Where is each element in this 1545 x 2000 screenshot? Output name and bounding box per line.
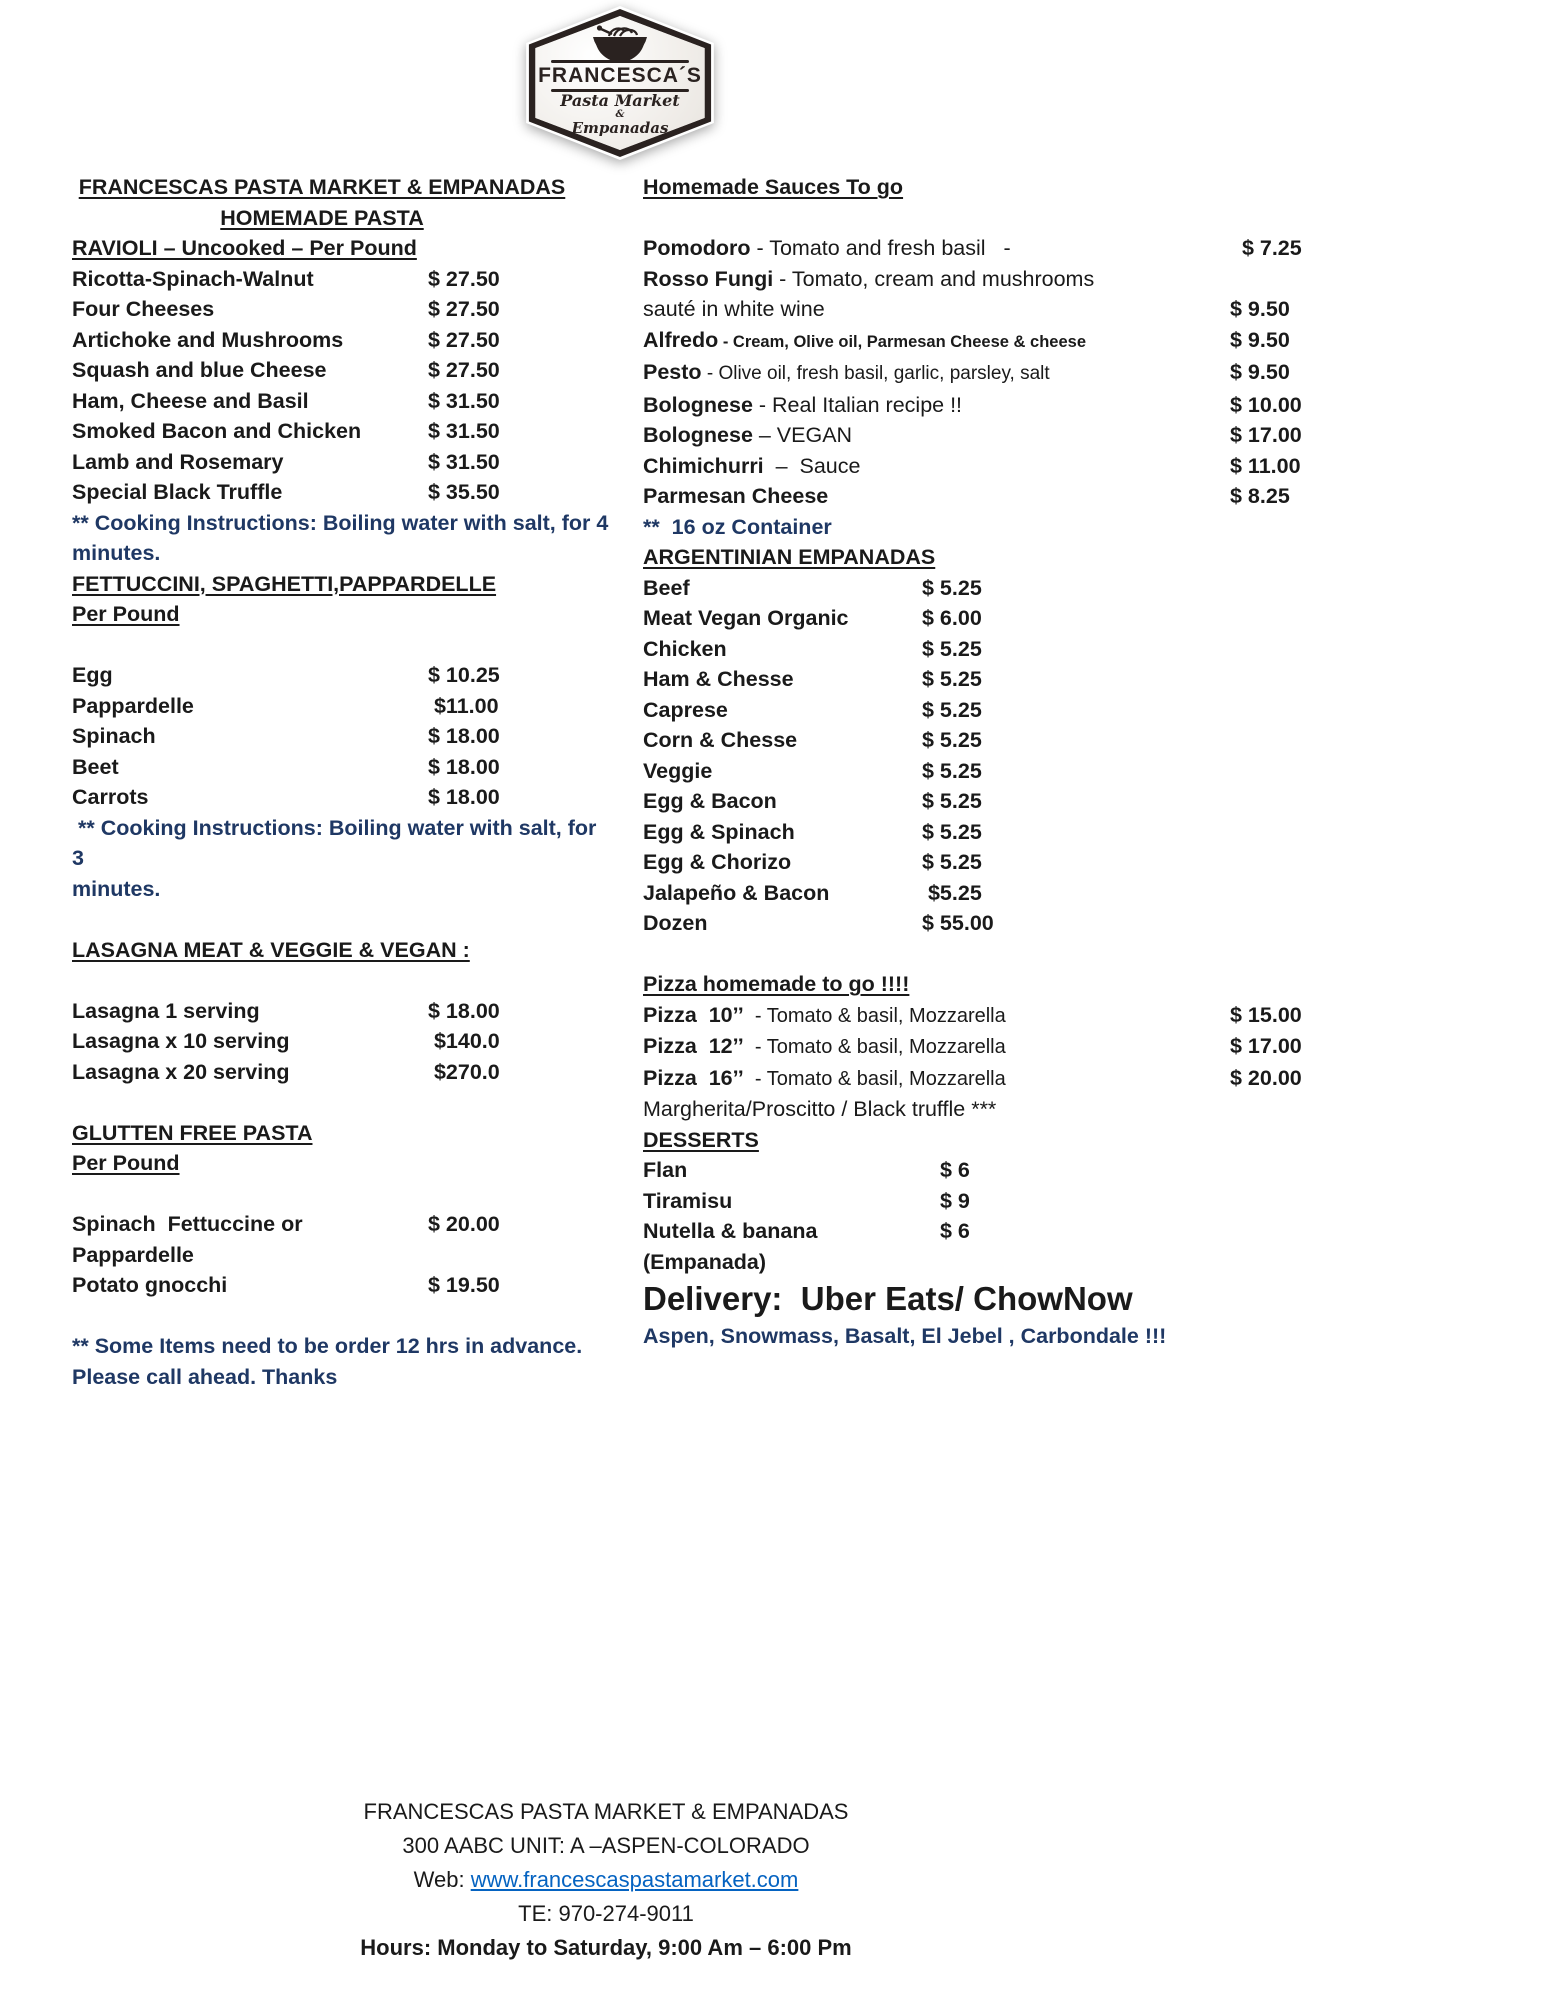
sauce-name: Pomodoro bbox=[643, 236, 751, 260]
menu-item-row bbox=[72, 996, 612, 1027]
fettuccini-items bbox=[72, 660, 612, 813]
menu-item-row bbox=[643, 756, 1345, 787]
sauces-heading: Homemade Sauces To go bbox=[643, 175, 904, 199]
item-price: $5.25 bbox=[922, 880, 982, 905]
item-name: Pappardelle bbox=[72, 693, 194, 718]
empanadas-heading: ARGENTINIAN EMPANADAS bbox=[643, 545, 936, 569]
gluten-free-perpound: Per Pound bbox=[72, 1151, 180, 1175]
item-price: $ 5.25 bbox=[922, 758, 982, 783]
item-price: $ 5.25 bbox=[922, 789, 982, 813]
item-name: Corn & Chesse bbox=[643, 728, 798, 752]
sauce-desc: - Tomato and fresh basil - bbox=[750, 236, 1011, 260]
left-column bbox=[72, 172, 612, 1392]
item-name: Special Black Truffle bbox=[72, 480, 283, 504]
item-name: Lamb and Rosemary bbox=[72, 449, 284, 474]
item-name: Potato gnocchi bbox=[72, 1273, 228, 1297]
fettuccini-perpound: Per Pound bbox=[72, 602, 180, 626]
footer-address: 300 AABC UNIT: A –ASPEN-COLORADO bbox=[402, 1833, 810, 1858]
pizza-text bbox=[643, 1000, 1230, 1032]
item-price: $ 31.50 bbox=[428, 449, 500, 474]
sauce-text bbox=[643, 357, 1230, 390]
item-name: Jalapeño & Bacon bbox=[643, 880, 830, 905]
item-price: $ 27.50 bbox=[428, 297, 500, 321]
empanada-items bbox=[643, 573, 1345, 939]
sauce-price: $ 9.50 bbox=[1230, 327, 1290, 352]
sauce-text bbox=[643, 233, 1230, 264]
ravioli-heading: RAVIOLI – Uncooked – Per Pound bbox=[72, 236, 417, 260]
ravioli-items bbox=[72, 264, 612, 508]
item-price: $ 27.50 bbox=[428, 266, 500, 291]
pizza-price: $ 17.00 bbox=[1230, 1034, 1302, 1058]
footer-hours: Hours: Monday to Saturday, 9:00 Am – 6:00 Pm bbox=[360, 1935, 852, 1960]
pizza-extra-line: Margherita/Proscitto / Black truffle *** bbox=[643, 1097, 997, 1121]
sauce-price bbox=[1230, 264, 1345, 295]
dessert-items bbox=[643, 1155, 1345, 1277]
item-price: $270.0 bbox=[428, 1059, 500, 1084]
logo-brand-name: FRANCESCA´S bbox=[538, 64, 702, 87]
sauce-price: $ 7.25 bbox=[1230, 236, 1302, 260]
item-name: Ham, Cheese and Basil bbox=[72, 388, 309, 413]
item-name: Carrots bbox=[72, 785, 149, 809]
item-name: Ricotta-Spinach-Walnut bbox=[72, 266, 314, 291]
item-price: $ 10.25 bbox=[428, 663, 500, 687]
pizza-text bbox=[643, 1063, 1230, 1095]
footer bbox=[0, 1795, 1212, 1965]
pizza-desc: - Tomato & basil, Mozzarella bbox=[743, 1067, 1006, 1090]
menu-item-row bbox=[72, 1209, 612, 1270]
item-price: $ 18.00 bbox=[428, 754, 500, 779]
item-price: $ 9 bbox=[940, 1188, 970, 1213]
desserts-heading: DESSERTS bbox=[643, 1127, 759, 1152]
item-price: $ 35.50 bbox=[428, 480, 500, 504]
item-name: Tiramisu bbox=[643, 1188, 733, 1213]
item-name: Ham & Chesse bbox=[643, 667, 794, 691]
item-price: $ 27.50 bbox=[428, 358, 500, 382]
item-price: $ 5.25 bbox=[922, 667, 982, 691]
sauce-row bbox=[643, 390, 1345, 421]
menu-item-row bbox=[643, 786, 1345, 817]
sauce-price: $ 9.50 bbox=[1230, 360, 1290, 384]
sauce-name: Alfredo bbox=[643, 327, 719, 352]
menu-item-row bbox=[72, 1057, 612, 1088]
item-price: $ 5.25 bbox=[922, 819, 982, 844]
pizza-desc: - Tomato & basil, Mozzarella bbox=[743, 1036, 1006, 1058]
advance-order-note-2: Please call ahead. Thanks bbox=[72, 1364, 338, 1389]
sauce-name: Bolognese bbox=[643, 423, 753, 447]
spacer bbox=[643, 939, 1345, 970]
item-name: Nutella & banana (Empanada) bbox=[643, 1219, 824, 1274]
item-price: $ 31.50 bbox=[428, 419, 500, 443]
item-price: $ 5.25 bbox=[922, 728, 982, 752]
sauce-row bbox=[643, 264, 1345, 295]
logo-tagline-1: Pasta Market bbox=[560, 91, 680, 110]
sauce-name: Rosso Fungi bbox=[643, 266, 774, 291]
lasagna-heading: LASAGNA MEAT & VEGGIE & VEGAN : bbox=[72, 937, 470, 962]
item-price: $ 5.25 bbox=[922, 697, 982, 722]
menu-item-row bbox=[72, 1270, 612, 1301]
menu-item-row bbox=[643, 817, 1345, 848]
pizza-price: $ 20.00 bbox=[1230, 1065, 1302, 1090]
menu-item-row bbox=[72, 294, 612, 325]
spacer bbox=[72, 1301, 612, 1332]
item-price: $140.0 bbox=[428, 1029, 500, 1053]
sauce-row bbox=[643, 325, 1345, 358]
sauce-row bbox=[643, 451, 1345, 482]
menu-item-row bbox=[643, 725, 1345, 756]
item-name: Smoked Bacon and Chicken bbox=[72, 419, 362, 443]
footer-business-name: FRANCESCAS PASTA MARKET & EMPANADAS bbox=[363, 1799, 849, 1824]
left-title: FRANCESCAS PASTA MARKET & EMPANADAS bbox=[78, 175, 566, 199]
menu-item-row bbox=[643, 634, 1345, 665]
item-name: Flan bbox=[643, 1158, 688, 1182]
menu-item-row bbox=[72, 782, 612, 813]
menu-item-row bbox=[643, 908, 1345, 939]
pizza-text bbox=[643, 1031, 1230, 1063]
pizza-price: $ 15.00 bbox=[1230, 1002, 1302, 1027]
sauce-row bbox=[643, 481, 1345, 512]
menu-item-row bbox=[72, 447, 612, 478]
cooking-note-1b: minutes. bbox=[72, 541, 161, 565]
menu-item-row bbox=[643, 695, 1345, 726]
item-price: $ 55.00 bbox=[922, 911, 994, 935]
gluten-free-items bbox=[72, 1209, 612, 1301]
item-name: Lasagna x 20 serving bbox=[72, 1059, 290, 1084]
sauce-text bbox=[643, 264, 1230, 295]
item-price: $11.00 bbox=[428, 693, 499, 718]
sauce-price: $ 8.25 bbox=[1230, 484, 1290, 508]
menu-item-row bbox=[643, 847, 1345, 878]
item-name: Lasagna 1 serving bbox=[72, 998, 260, 1023]
item-price: $ 6.00 bbox=[922, 606, 982, 630]
pizza-heading: Pizza homemade to go !!!! bbox=[643, 972, 910, 996]
menu-item-row bbox=[643, 573, 1345, 604]
item-price: $ 5.25 bbox=[922, 636, 982, 661]
pizza-items bbox=[643, 1000, 1345, 1095]
logo-ampersand: & bbox=[615, 109, 625, 120]
spacer bbox=[72, 965, 612, 996]
menu-item-row bbox=[72, 721, 612, 752]
item-name: Dozen bbox=[643, 911, 708, 935]
menu-item-row bbox=[72, 477, 612, 508]
footer-web-line bbox=[0, 1863, 1212, 1897]
spacer bbox=[72, 904, 612, 935]
sauce-desc: - Olive oil, fresh basil, garlic, parsley, salt bbox=[701, 363, 1050, 384]
menu-item-row bbox=[643, 1186, 1345, 1217]
item-name: Caprese bbox=[643, 697, 728, 722]
item-price: $ 5.25 bbox=[922, 850, 982, 874]
menu-item-row bbox=[72, 355, 612, 386]
menu-item-row bbox=[72, 752, 612, 783]
item-name: Beef bbox=[643, 575, 690, 600]
sauce-text bbox=[643, 294, 1230, 325]
sauce-price: $ 17.00 bbox=[1230, 423, 1302, 447]
item-name: Lasagna x 10 serving bbox=[72, 1029, 290, 1053]
item-price: $ 19.50 bbox=[428, 1273, 500, 1297]
pasta-bowl-icon bbox=[587, 20, 653, 60]
menu-item-row bbox=[643, 1216, 1345, 1277]
sauce-text bbox=[643, 325, 1230, 358]
menu-item-row bbox=[72, 691, 612, 722]
footer-phone: TE: 970-274-9011 bbox=[518, 1901, 694, 1926]
sauce-text bbox=[643, 420, 1230, 451]
sauce-text bbox=[643, 481, 1230, 512]
menu-item-row bbox=[72, 386, 612, 417]
sauce-price: $ 11.00 bbox=[1230, 453, 1301, 478]
sauce-text bbox=[643, 390, 1230, 421]
item-name: Veggie bbox=[643, 758, 713, 783]
menu-item-row bbox=[643, 1155, 1345, 1186]
sauce-name: Chimichurri bbox=[643, 453, 764, 478]
spacer bbox=[643, 203, 1345, 234]
spacer bbox=[72, 1179, 612, 1210]
item-name: Egg & Chorizo bbox=[643, 850, 792, 874]
item-name: Egg bbox=[72, 663, 113, 687]
gluten-free-heading: GLUTTEN FREE PASTA bbox=[72, 1120, 313, 1145]
advance-order-note-1: ** Some Items need to be order 12 hrs in advance. bbox=[72, 1334, 583, 1358]
sauce-row bbox=[643, 233, 1345, 264]
spacer bbox=[72, 1087, 612, 1118]
sauce-desc: - Tomato, cream and mushrooms bbox=[773, 266, 1095, 291]
item-price: $ 18.00 bbox=[428, 785, 500, 809]
pizza-row bbox=[643, 1031, 1345, 1063]
sauce-desc: – VEGAN bbox=[752, 423, 853, 447]
sauce-price: $ 10.00 bbox=[1230, 392, 1302, 417]
sauce-name: Bolognese bbox=[643, 392, 753, 417]
delivery-areas-line: Aspen, Snowmass, Basalt, El Jebel , Carbondale !!! bbox=[643, 1324, 1167, 1348]
spacer bbox=[72, 630, 612, 661]
item-price: $ 5.25 bbox=[922, 575, 982, 600]
item-name: Egg & Spinach bbox=[643, 819, 795, 844]
menu-item-row bbox=[72, 660, 612, 691]
lasagna-items bbox=[72, 996, 612, 1088]
sauce-desc: - Real Italian recipe !! bbox=[752, 392, 963, 417]
container-note: ** 16 oz Container bbox=[643, 514, 832, 539]
pizza-row bbox=[643, 1000, 1345, 1032]
item-price: $ 6 bbox=[940, 1158, 970, 1182]
right-column bbox=[643, 172, 1345, 1352]
menu-item-row bbox=[72, 416, 612, 447]
footer-web-label: Web: bbox=[413, 1867, 471, 1892]
item-name: Chicken bbox=[643, 636, 727, 661]
cooking-note-2a: ** Cooking Instructions: Boiling water with salt, for 3 bbox=[72, 815, 603, 870]
item-price: $ 18.00 bbox=[428, 724, 500, 748]
sauce-name: Parmesan Cheese bbox=[643, 484, 829, 508]
menu-item-row bbox=[643, 664, 1345, 695]
menu-item-row bbox=[72, 325, 612, 356]
item-name: Squash and blue Cheese bbox=[72, 358, 327, 382]
item-name: Spinach Fettuccine or Pappardelle bbox=[72, 1212, 309, 1267]
cooking-note-2b: minutes. bbox=[72, 876, 161, 901]
item-name: Meat Vegan Organic bbox=[643, 606, 849, 630]
sauce-row bbox=[643, 420, 1345, 451]
cooking-note-1a: ** Cooking Instructions: Boiling water with salt, for 4 bbox=[72, 510, 609, 535]
sauce-price: $ 9.50 bbox=[1230, 297, 1290, 321]
item-name: Beet bbox=[72, 754, 119, 779]
item-price: $ 6 bbox=[940, 1219, 970, 1243]
brand-logo bbox=[518, 6, 722, 160]
menu-item-row bbox=[72, 1026, 612, 1057]
sauce-desc: sauté in white wine bbox=[643, 297, 825, 321]
pizza-name: Pizza 16’’ bbox=[643, 1065, 744, 1090]
delivery-line: Delivery: Uber Eats/ ChowNow bbox=[643, 1280, 1133, 1317]
website-link[interactable]: www.francescaspastamarket.com bbox=[470, 1867, 799, 1892]
item-name: Four Cheeses bbox=[72, 297, 215, 321]
homemade-pasta-title: HOMEMADE PASTA bbox=[220, 205, 424, 230]
item-price: $ 31.50 bbox=[428, 388, 500, 413]
item-price: $ 20.00 bbox=[428, 1212, 500, 1236]
sauce-desc: – Sauce bbox=[763, 453, 861, 478]
sauce-text bbox=[643, 451, 1230, 482]
menu-item-row bbox=[643, 878, 1345, 909]
sauce-row bbox=[643, 357, 1345, 390]
sauce-row bbox=[643, 294, 1345, 325]
item-price: $ 27.50 bbox=[428, 327, 500, 352]
logo-tagline-2: Empanadas bbox=[571, 119, 669, 137]
pizza-desc: - Tomato & basil, Mozzarella bbox=[743, 1004, 1006, 1027]
pizza-name: Pizza 10’’ bbox=[643, 1002, 744, 1027]
fettuccini-heading: FETTUCCINI, SPAGHETTI,PAPPARDELLE bbox=[72, 571, 497, 596]
item-name: Spinach bbox=[72, 724, 156, 748]
item-price: $ 18.00 bbox=[428, 998, 500, 1023]
pizza-row bbox=[643, 1063, 1345, 1095]
menu-item-row bbox=[643, 603, 1345, 634]
sauce-desc: - Cream, Olive oil, Parmesan Cheese & cheese bbox=[718, 332, 1087, 351]
pizza-name: Pizza 12’’ bbox=[643, 1034, 744, 1058]
item-name: Egg & Bacon bbox=[643, 789, 777, 813]
sauce-name: Pesto bbox=[643, 360, 702, 384]
sauce-items bbox=[643, 233, 1345, 512]
item-name: Artichoke and Mushrooms bbox=[72, 327, 344, 352]
menu-item-row bbox=[72, 264, 612, 295]
